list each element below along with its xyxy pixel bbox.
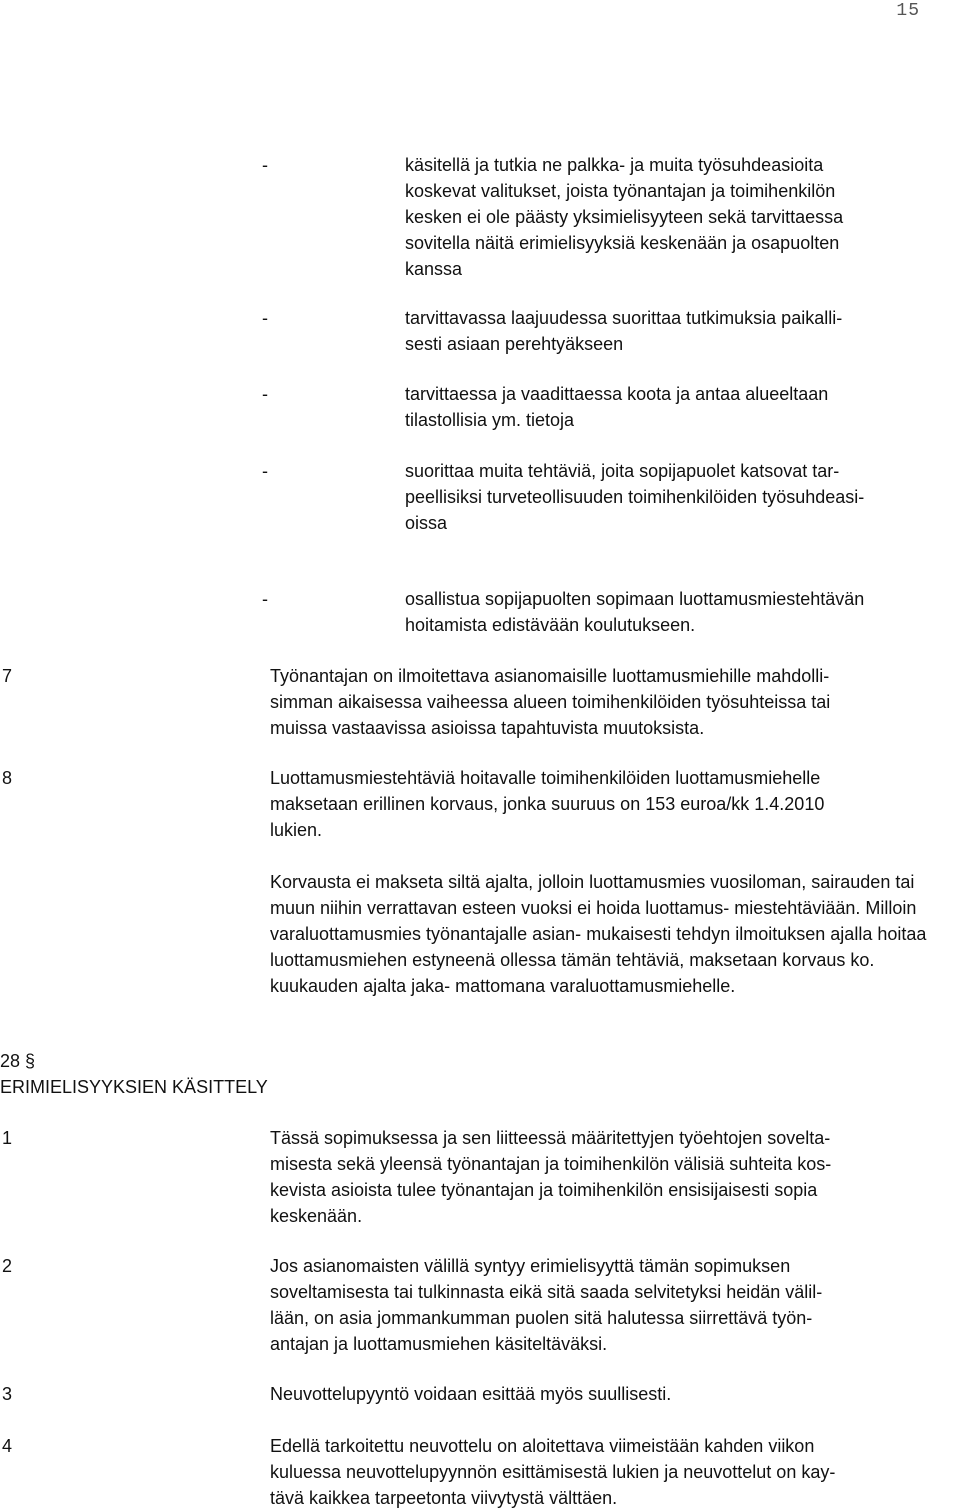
item-number: 4 [2, 1436, 13, 1456]
text-line: kanssa [405, 259, 463, 279]
text-line: Korvausta ei makseta siltä ajalta, jolloin luottamusmies vuosiloman, [270, 872, 807, 892]
item-number: 2 [2, 1256, 13, 1276]
dash-marker: - [262, 589, 268, 609]
item-text [270, 1381, 960, 1407]
text-line: sovitella näitä erimielisyyksiä keskenään ja osapuolten [405, 233, 840, 253]
text-line: tarvittavassa laajuudessa suorittaa tutkimuksia paikalli- [405, 308, 843, 328]
item-number: 3 [2, 1384, 13, 1404]
text-line: peellisiksi turveteollisuuden toimihenkilöiden työsuhdeasi- [405, 487, 865, 507]
text-line: mukaisesti tehdyn ilmoituksen ajalla hoitaa luottamusmiehen estyneenä [270, 924, 927, 970]
text-line: koskevat valitukset, joista työnantajan ja toimihenkilön [405, 181, 836, 201]
item-text [270, 1253, 960, 1357]
dash-marker: - [262, 308, 268, 328]
list-item-text [405, 586, 960, 638]
dash-marker: - [262, 155, 268, 175]
section-title: ERIMIELISYYKSIEN KÄSITTELY [0, 1077, 268, 1097]
text-line: muissa vastaavissa asioissa tapahtuvista muutoksista. [270, 718, 705, 738]
text-line: käsitellä ja tutkia ne palkka- ja muita työsuhdeasioita [405, 155, 824, 175]
item-text [270, 1125, 960, 1229]
item-text [270, 663, 960, 741]
text-line: ollessa tämän tehtäviä, maksetaan korvaus ko. kuukauden ajalta jaka- [270, 950, 875, 996]
item-number: 8 [2, 768, 13, 788]
text-line: kevista asioista tulee työnantajan ja toimihenkilön ensisijaisesti sopia [270, 1180, 818, 1200]
text-line: hoitamista edistävään koulutukseen. [405, 615, 696, 635]
text-line: sesti asiaan perehtyäkseen [405, 334, 624, 354]
text-line: kesken ei ole päästy yksimielisyyteen sekä tarvittaessa [405, 207, 844, 227]
text-line: Luottamusmiestehtäviä hoitavalle toimihenkilöiden luottamusmiehelle [270, 768, 821, 788]
page-number: 15 [896, 1, 920, 21]
text-line: tilastollisia ym. tietoja [405, 410, 575, 430]
item-text [270, 765, 960, 843]
text-line: lään, on asia jommankumman puolen sitä halutessa siirrettävä työn- [270, 1308, 813, 1328]
text-line: osallistua sopijapuolten sopimaan luottamusmiestehtävän [405, 589, 865, 609]
text-line: Työnantajan on ilmoitettava asianomaisille luottamusmiehille mahdolli- [270, 666, 830, 686]
text-line: antajan ja luottamusmiehen käsiteltäväksi. [270, 1334, 608, 1354]
text-line: Edellä tarkoitettu neuvottelu on aloitettava viimeistään kahden viikon [270, 1436, 815, 1456]
dash-marker: - [262, 384, 268, 404]
text-line: oissa [405, 513, 448, 533]
text-line: kuluessa neuvottelupyynnön esittämisestä lukien ja neuvottelut on kay- [270, 1462, 836, 1482]
text-line: tarvittaessa ja vaadittaessa koota ja antaa alueeltaan [405, 384, 829, 404]
text-line: keskenään. [270, 1206, 363, 1226]
text-line: miestehtäviään. Milloin varaluottamusmies työnantajalle asian- [270, 898, 917, 944]
text-line: simman aikaisessa vaiheessa alueen toimihenkilöiden työsuhteissa tai [270, 692, 831, 712]
text-line: soveltamisesta tai tulkinnasta eikä sitä saada selvitetyksi heidän välil- [270, 1282, 823, 1302]
text-line: misesta sekä yleensä työnantajan ja toimihenkilön välisiä suhteita kos- [270, 1154, 832, 1174]
item-8-paragraph [270, 869, 960, 999]
item-number: 7 [2, 666, 13, 686]
section-heading [0, 1048, 268, 1100]
item-text [270, 1433, 960, 1511]
text-line: tävä kaikkea tarpeetonta viivytystä välttäen. [270, 1488, 618, 1508]
list-item-text [405, 152, 960, 282]
text-line: Jos asianomaisten välillä syntyy erimielisyyttä tämän sopimuksen [270, 1256, 791, 1276]
dash-marker: - [262, 461, 268, 481]
text-line: mattomana varaluottamusmiehelle. [455, 976, 736, 996]
text-line: Neuvottelupyyntö voidaan esittää myös suullisesti. [270, 1384, 672, 1404]
list-item-text [405, 458, 960, 536]
text-line: sairauden tai muun niihin verrattavan esteen vuoksi ei hoida luottamus- [270, 872, 915, 918]
text-line: lukien. [270, 820, 323, 840]
text-line: suorittaa muita tehtäviä, joita sopijapuolet katsovat tar- [405, 461, 840, 481]
list-item-text [405, 305, 960, 357]
section-number: 28 § [0, 1051, 36, 1071]
text-line: Tässä sopimuksessa ja sen liitteessä määritettyjen työehtojen sovelta- [270, 1128, 831, 1148]
list-item-text [405, 381, 960, 433]
item-number: 1 [2, 1128, 13, 1148]
text-line: maksetaan erillinen korvaus, jonka suuruus on 153 euroa/kk 1.4.2010 [270, 794, 825, 814]
